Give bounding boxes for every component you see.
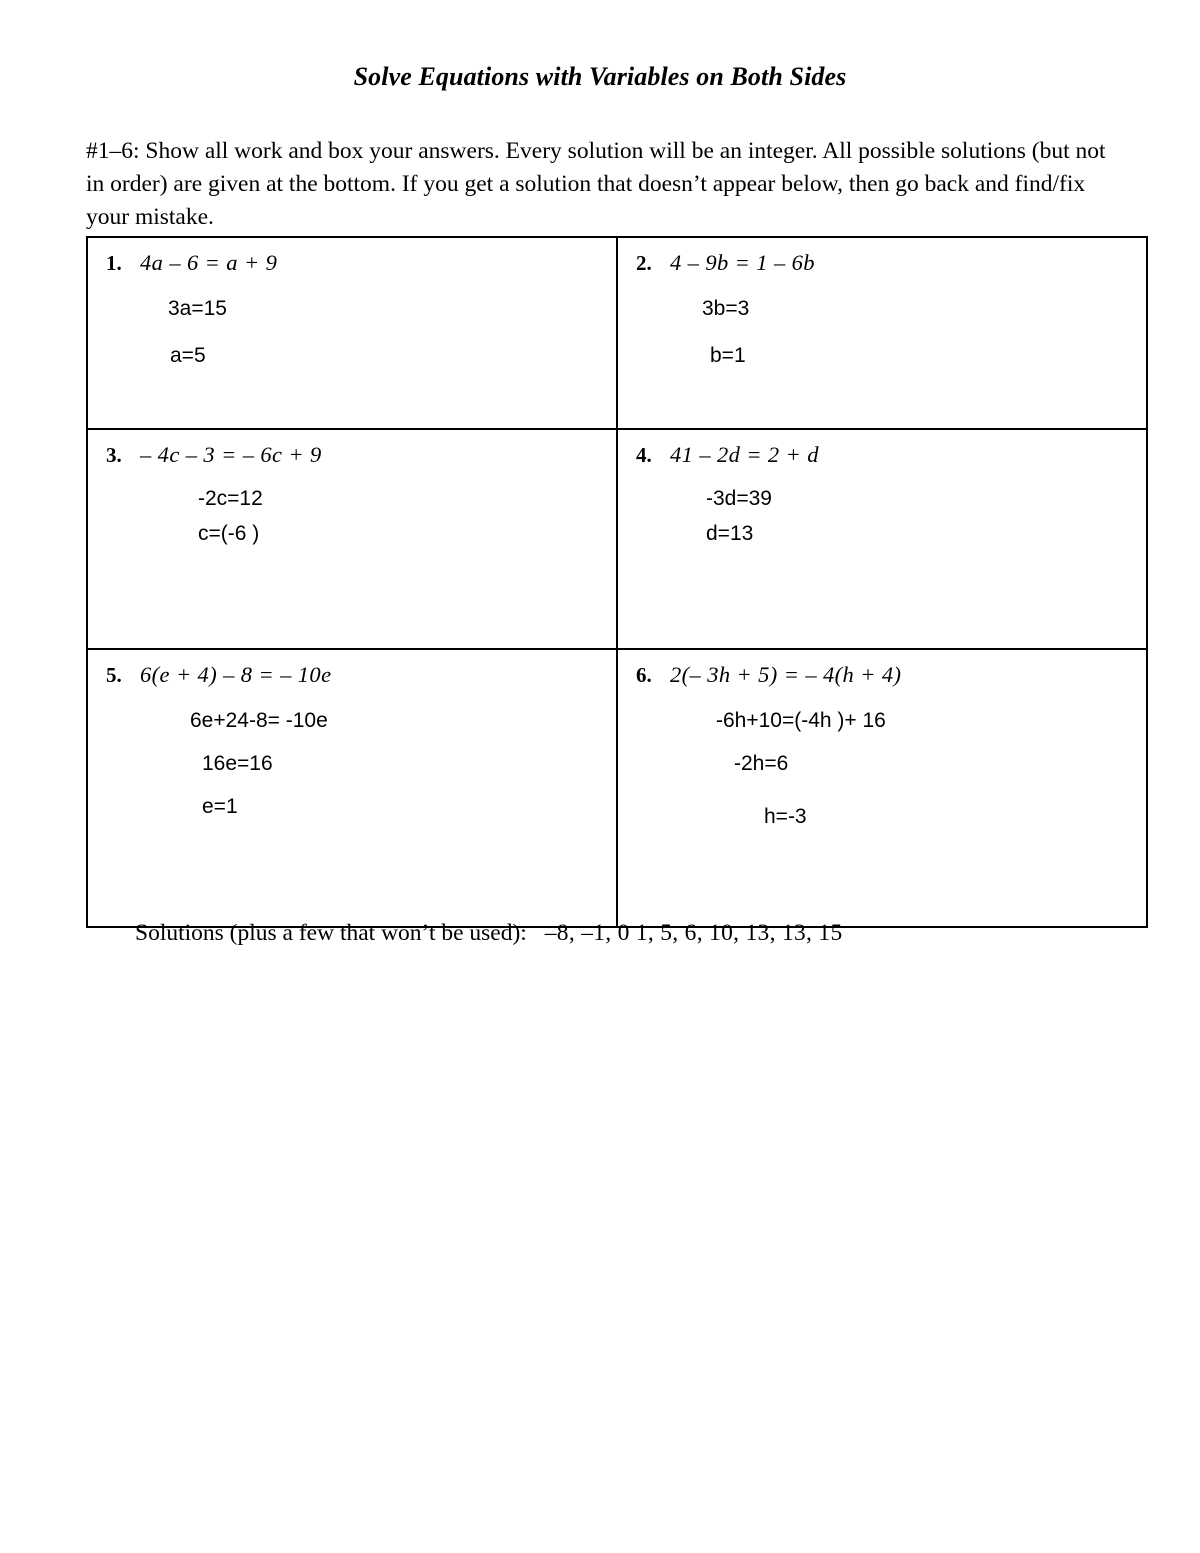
- problem-statement-5: [98, 662, 606, 688]
- problem-equation: 4a – 6 = a + 9: [140, 250, 278, 275]
- problem-statement-3: [98, 442, 606, 468]
- problem-cell-5: [87, 649, 617, 927]
- problem-statement-4: [628, 442, 1136, 468]
- student-work-2: [702, 298, 1136, 366]
- instructions-paragraph: #1–6: Show all work and box your answers. Every solution will be an integer. All possible solutions (but not in order) are given at the bottom. If you get a solution that doesn’t appear below, then go back and find/fix your mistake.: [86, 138, 1106, 230]
- student-work-6: [716, 710, 1136, 827]
- table-row: [87, 429, 1147, 649]
- solutions-values: –8, –1, 0 1, 5, 6, 10, 13, 13, 15: [544, 920, 843, 946]
- problem-cell-4: [617, 429, 1147, 649]
- work-line: 3a=15: [168, 297, 227, 320]
- table-row: [87, 649, 1147, 927]
- work-line: 6e+24-8= -10e: [190, 709, 328, 732]
- work-line: 3b=3: [702, 297, 750, 320]
- problem-statement-6: [628, 662, 1136, 688]
- work-line-answer: h=-3: [764, 805, 807, 828]
- work-line: -3d=39: [706, 487, 772, 510]
- student-work-4: [706, 488, 1136, 544]
- problem-statement-1: [98, 250, 606, 276]
- problem-equation: 2(– 3h + 5) = – 4(h + 4): [670, 662, 902, 687]
- problem-number: 6.: [636, 663, 652, 687]
- work-line-answer: b=1: [710, 344, 746, 367]
- student-work-5: [190, 710, 606, 817]
- problem-equation: 41 – 2d = 2 + d: [670, 442, 819, 467]
- problem-cell-2: [617, 237, 1147, 429]
- problem-number: 4.: [636, 443, 652, 467]
- problem-equation: 6(e + 4) – 8 = – 10e: [140, 662, 332, 687]
- work-line: 16e=16: [202, 752, 273, 775]
- problems-table: [86, 236, 1148, 928]
- work-line-answer: d=13: [706, 522, 754, 545]
- work-line-answer: a=5: [170, 344, 206, 367]
- problem-number: 1.: [106, 251, 122, 275]
- work-line-answer: c=(-6 ): [198, 522, 260, 545]
- problem-cell-6: [617, 649, 1147, 927]
- problem-equation: 4 – 9b = 1 – 6b: [670, 250, 815, 275]
- problem-statement-2: [628, 250, 1136, 276]
- problem-number: 5.: [106, 663, 122, 687]
- work-line: -2h=6: [734, 752, 789, 775]
- problem-number: 3.: [106, 443, 122, 467]
- solutions-footer: [135, 920, 843, 947]
- student-work-3: [198, 488, 606, 544]
- page-title: Solve Equations with Variables on Both Sides: [353, 62, 847, 91]
- work-line-answer: e=1: [202, 795, 238, 818]
- problem-cell-1: [87, 237, 617, 429]
- problem-number: 2.: [636, 251, 652, 275]
- problem-equation: – 4c – 3 = – 6c + 9: [140, 442, 322, 467]
- work-line: -6h+10=(-4h )+ 16: [716, 709, 886, 732]
- solutions-label: Solutions (plus a few that won’t be used):: [135, 920, 527, 946]
- problem-cell-3: [87, 429, 617, 649]
- table-row: [87, 237, 1147, 429]
- work-line: -2c=12: [198, 487, 263, 510]
- student-work-1: [168, 298, 606, 366]
